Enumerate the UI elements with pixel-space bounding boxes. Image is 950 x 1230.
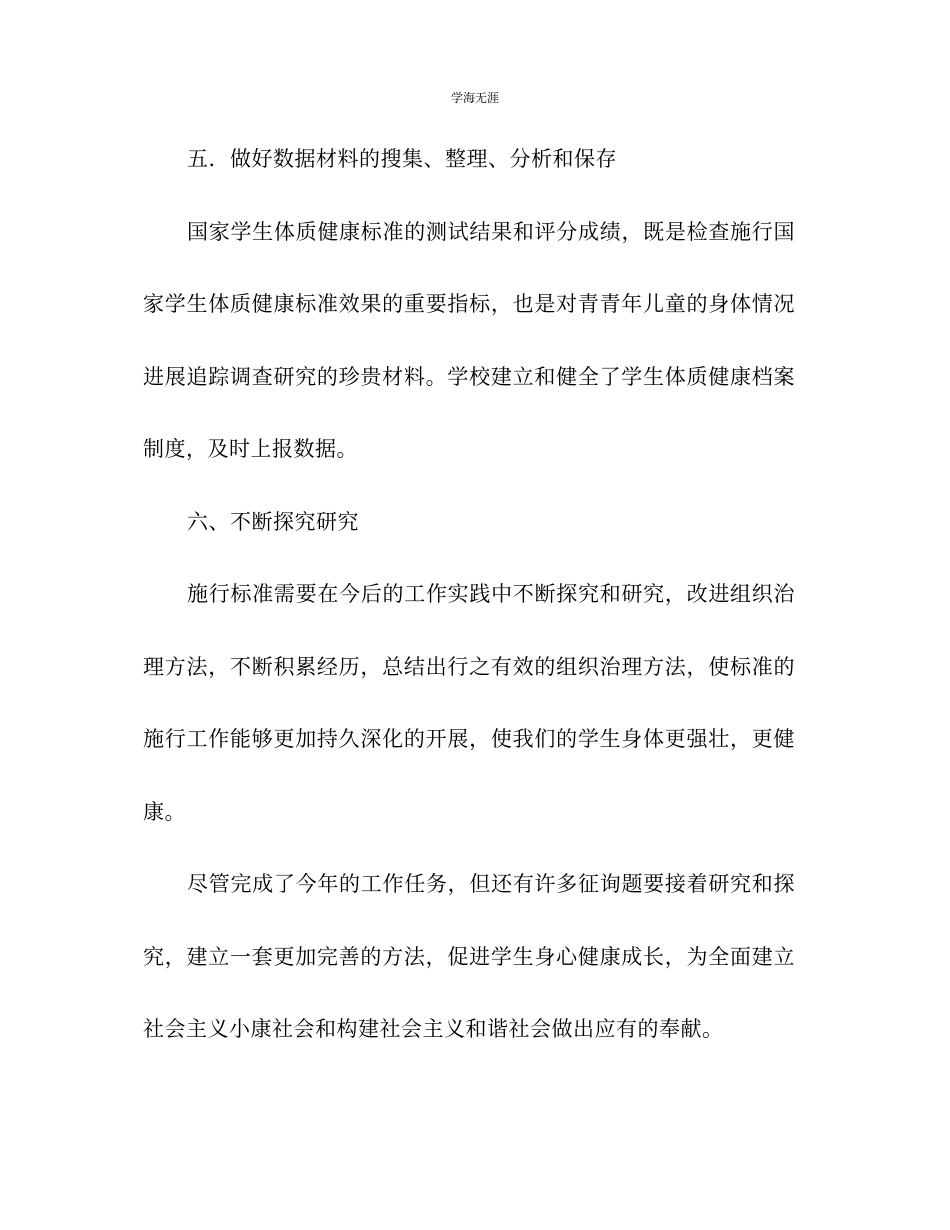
body-paragraph: 施行标准需要在今后的工作实践中不断探究和研究，改进组织治理方法，不断积累经历，总结出行之有效的组织治理方法，使标准的施行工作能够更加持久深化的开展，使我们的学生身体更强壮，更健康。 — [143, 582, 795, 824]
page-header: 学海无涯 — [450, 91, 499, 105]
body-paragraph: 国家学生体质健康标准的测试结果和评分成绩，既是检查施行国家学生体质健康标准效果的重要指标，也是对青青年儿童的身体情况进展追踪调查研究的珍贵材料。学校建立和健全了学生体质健康档案制度，及时上报数据。 — [143, 219, 795, 461]
section-heading-5: 五．做好数据材料的搜集、整理、分析和保存 — [187, 147, 617, 171]
section-heading-6: 六、不断探究研究 — [187, 509, 359, 534]
body-paragraph: 尽管完成了今年的工作任务，但还有许多征询题要接着研究和探究，建立一套更加完善的方法，促进学生身心健康成长，为全面建立社会主义小康社会和构建社会主义和谐社会做出应有的奉献。 — [143, 872, 795, 1041]
document-body — [143, 123, 795, 1066]
